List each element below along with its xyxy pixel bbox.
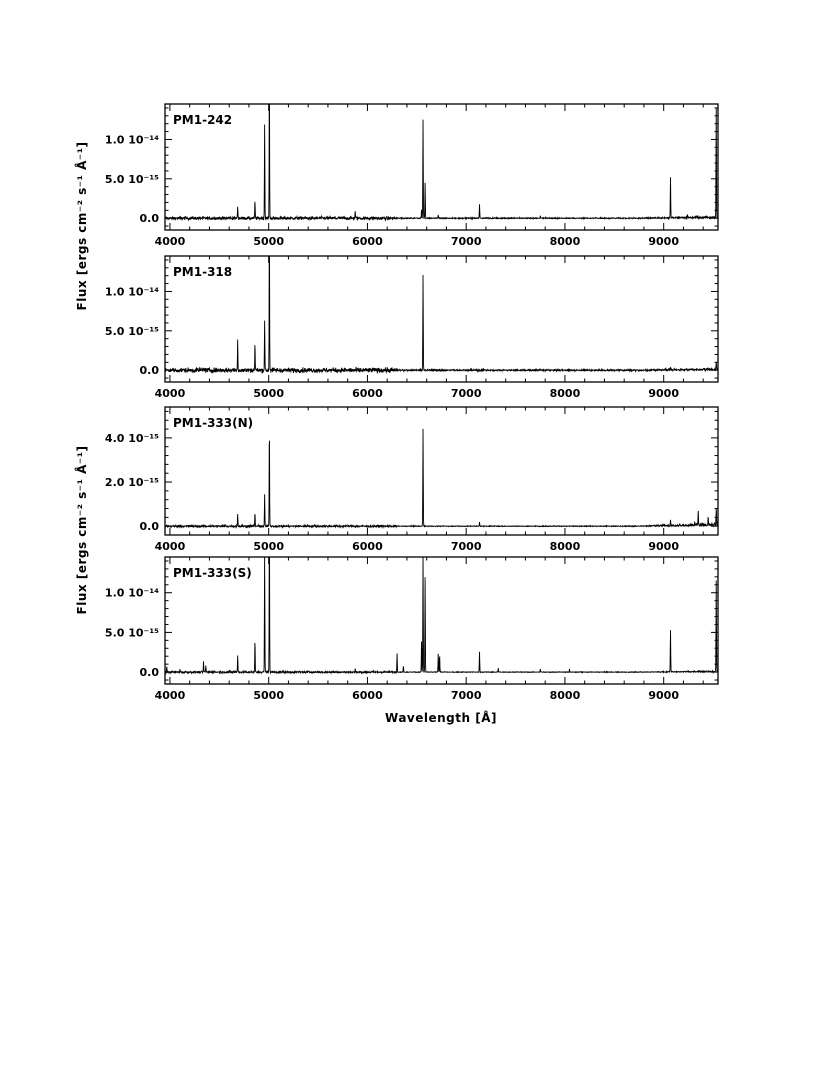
panel-4: [105, 535, 718, 702]
x-tick-label: 8000: [549, 540, 581, 553]
spectrum-line: [165, 429, 718, 528]
spectrum-line: [165, 535, 718, 673]
y-tick-label: 2.0 10⁻¹⁵: [104, 476, 159, 490]
y-tick-label: 1.0 10⁻¹⁴: [104, 133, 159, 147]
panel-label: PM1-242: [173, 113, 233, 127]
x-tick-label: 7000: [450, 540, 482, 553]
x-tick-label: 5000: [253, 235, 284, 248]
panel-frame: [165, 256, 718, 382]
y-tick-label: 1.0 10⁻¹⁴: [104, 285, 159, 299]
x-tick-label: 9000: [648, 689, 679, 702]
y-tick-label: 0.0: [139, 364, 159, 378]
panel-label: PM1-318: [173, 265, 233, 279]
panel-3: [105, 407, 718, 553]
x-tick-label: 8000: [549, 235, 581, 248]
y-axis-label-bottom: Flux [ergs cm⁻² s⁻¹ Å⁻¹]: [75, 445, 89, 615]
y-tick-label: 5.0 10⁻¹⁵: [104, 626, 159, 640]
y-tick-label: 1.0 10⁻¹⁴: [104, 586, 159, 600]
panels: [105, 97, 718, 702]
x-tick-label: 6000: [352, 235, 383, 248]
x-axis-label: Wavelength [Å]: [385, 711, 497, 725]
x-tick-label: 8000: [549, 387, 581, 400]
x-tick-label: 5000: [253, 387, 284, 400]
y-axis-label-top: Flux [ergs cm⁻² s⁻¹ Å⁻¹]: [75, 141, 89, 311]
panel-2: [105, 235, 718, 400]
x-tick-label: 6000: [352, 540, 383, 553]
x-tick-label: 9000: [648, 235, 679, 248]
y-tick-label: 5.0 10⁻¹⁵: [104, 172, 159, 186]
panel-frame: [165, 104, 718, 230]
x-tick-label: 5000: [253, 540, 284, 553]
y-tick-label: 0.0: [139, 520, 159, 534]
y-tick-label: 5.0 10⁻¹⁵: [104, 324, 159, 338]
panel-label: PM1-333(S): [173, 566, 252, 580]
x-tick-label: 4000: [154, 689, 186, 702]
x-tick-label: 8000: [549, 689, 581, 702]
x-tick-label: 9000: [648, 540, 679, 553]
x-tick-label: 4000: [154, 540, 186, 553]
x-tick-label: 4000: [154, 387, 186, 400]
x-tick-label: 5000: [253, 689, 284, 702]
x-tick-label: 9000: [648, 387, 679, 400]
panel-1: [105, 97, 718, 248]
panel-label: PM1-333(N): [173, 416, 254, 430]
spectrum-line: [165, 97, 718, 220]
y-tick-label: 0.0: [139, 666, 159, 680]
x-tick-label: 7000: [450, 235, 482, 248]
x-tick-label: 7000: [450, 689, 482, 702]
x-tick-label: 6000: [352, 689, 383, 702]
x-tick-label: 6000: [352, 387, 383, 400]
y-tick-label: 4.0 10⁻¹⁵: [104, 431, 159, 445]
x-tick-label: 7000: [450, 387, 482, 400]
y-tick-label: 0.0: [139, 212, 159, 226]
x-tick-label: 4000: [154, 235, 186, 248]
